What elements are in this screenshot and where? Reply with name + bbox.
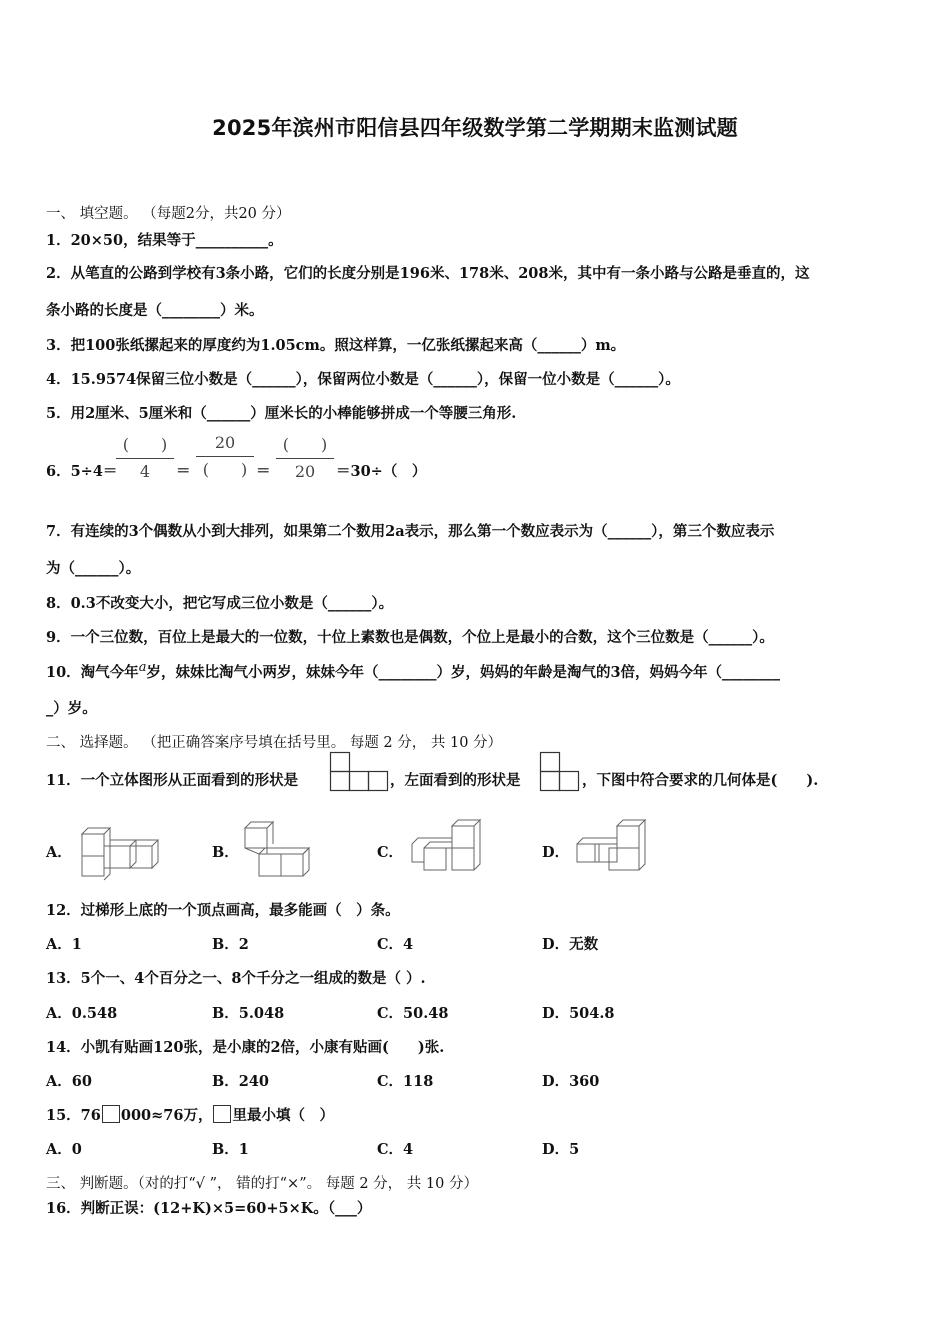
question-10-line-1 — [46, 660, 780, 682]
question-11-option-c: C． — [377, 844, 404, 861]
question-12-option-d: D．无数 — [542, 936, 599, 953]
question-3: 3．把100张纸摞起来的厚度约为1.05cm。照这样算，一亿张纸摞起来高（______）m。 — [46, 337, 626, 354]
fraction-3-numerator: ( ) — [282, 435, 328, 454]
question-14-option-c: C．118 — [377, 1073, 434, 1090]
fraction-1 — [116, 434, 174, 483]
left-view-figure — [540, 752, 582, 792]
question-13-option-c: C．50.48 — [377, 1005, 449, 1022]
blank-box-icon — [102, 1105, 120, 1123]
question-14: 14．小凯有贴画120张，是小康的2倍，小康有贴画( )张. — [46, 1039, 445, 1056]
question-7-line-1: 7．有连续的3个偶数从小到大排列，如果第二个数用2a表示，那么第一个数应表示为（______），第三个数应表示 — [46, 523, 775, 540]
question-10-line-2: _）岁。 — [46, 700, 97, 717]
fraction-1-denominator: 4 — [139, 462, 151, 481]
question-13-option-b: B．5.048 — [212, 1005, 285, 1022]
blank-box-icon — [213, 1105, 231, 1123]
question-15-part-3: 里最小填（ ） — [232, 1107, 334, 1124]
question-8: 8．0.3不改变大小，把它写成三位小数是（______）。 — [46, 595, 394, 612]
question-13-option-a: A．0.548 — [46, 1005, 118, 1022]
question-2-line-1: 2．从笔直的公路到学校有3条小路，它们的长度分别是196米、178米、208米，其中有一条小路与公路是垂直的，这 — [46, 265, 810, 282]
question-9: 9．一个三位数，百位上是最大的一位数，十位上素数也是偶数，个位上是最小的合数，这个三位数是（______）。 — [46, 629, 774, 646]
section-heading-true-false: 三、 判断题。（对的打“√ ”， 错的打“×”。 每题 2 分， 共 10 分） — [46, 1176, 478, 1192]
question-6-equals-2: ＝ — [256, 463, 271, 480]
question-5: 5．用2厘米、5厘米和（______）厘米长的小棒能够拼成一个等腰三角形. — [46, 405, 517, 422]
cube-figure-b — [243, 820, 323, 880]
question-14-option-b: B．240 — [212, 1073, 270, 1090]
question-14-option-d: D．360 — [542, 1073, 600, 1090]
fraction-1-numerator: ( ) — [122, 435, 168, 454]
fraction-2 — [196, 432, 254, 481]
question-11-part-2: ，左面看到的形状是 — [390, 772, 521, 789]
question-12-option-a: A．1 — [46, 936, 82, 953]
question-6-suffix: ＝30÷（ ） — [336, 463, 427, 480]
question-12-option-c: C．4 — [377, 936, 414, 953]
fraction-3 — [276, 434, 334, 483]
question-15-option-c: C．4 — [377, 1141, 414, 1158]
question-11-option-b: B． — [212, 844, 239, 861]
question-15-part-1: 15．76 — [46, 1107, 101, 1124]
question-15-part-2: 000≈76万， — [120, 1107, 213, 1124]
cube-figure-d — [573, 818, 653, 878]
question-12: 12．过梯形上底的一个顶点画高，最多能画（ ）条。 — [46, 902, 400, 919]
page-title: 2025年滨州市阳信县四年级数学第二学期期末监测试题 — [212, 116, 738, 140]
question-10-part-1: 10．淘气今年 — [46, 663, 139, 681]
question-11-part-3: ，下图中符合要求的几何体是( ). — [582, 772, 819, 789]
question-11-option-d: D． — [542, 844, 570, 861]
question-6-equals-1: ＝ — [176, 463, 191, 480]
question-15-option-b: B．1 — [212, 1141, 249, 1158]
question-12-option-b: B．2 — [212, 936, 249, 953]
section-heading-fill-in: 一、 填空题。 （每题2分，共20 分） — [46, 206, 291, 222]
question-1: 1．20×50，结果等于__________。 — [46, 232, 283, 249]
question-11-option-a: A． — [46, 844, 72, 861]
question-10-part-2: 岁，妹妹比淘气小两岁，妹妹今年（________）岁，妈妈的年龄是淘气的3倍，妈妈今年（________ — [146, 663, 781, 681]
cube-figure-a — [78, 826, 158, 876]
section-heading-choice: 二、 选择题。 （把正确答案序号填在括号里。 每题 2 分， 共 10 分） — [46, 735, 503, 751]
question-10-variable: a — [138, 660, 147, 675]
fraction-2-numerator: 20 — [214, 433, 236, 452]
question-13: 13．5个一、4个百分之一、8个千分之一组成的数是（ ）. — [46, 970, 426, 987]
front-view-figure — [330, 752, 390, 792]
question-11-part-1: 11．一个立体图形从正面看到的形状是 — [46, 772, 299, 789]
question-2-line-2: 条小路的长度是（________）米。 — [46, 302, 264, 319]
question-15 — [46, 1104, 334, 1125]
question-16: 16．判断正误：(12+K)×5=60+5×K。（___） — [46, 1200, 372, 1217]
fraction-2-denominator: ( ) — [202, 460, 248, 479]
question-15-option-d: D．5 — [542, 1141, 580, 1158]
question-6-prefix: 6．5÷4＝ — [46, 463, 118, 480]
cube-figure-c — [408, 818, 488, 878]
question-15-option-a: A．0 — [46, 1141, 82, 1158]
question-14-option-a: A．60 — [46, 1073, 92, 1090]
question-13-option-d: D．504.8 — [542, 1005, 615, 1022]
fraction-3-denominator: 20 — [294, 462, 316, 481]
question-4: 4．15.9574保留三位小数是（______），保留两位小数是（______），保留一位小数是（______）。 — [46, 371, 680, 388]
question-7-line-2: 为（______）。 — [46, 560, 141, 577]
